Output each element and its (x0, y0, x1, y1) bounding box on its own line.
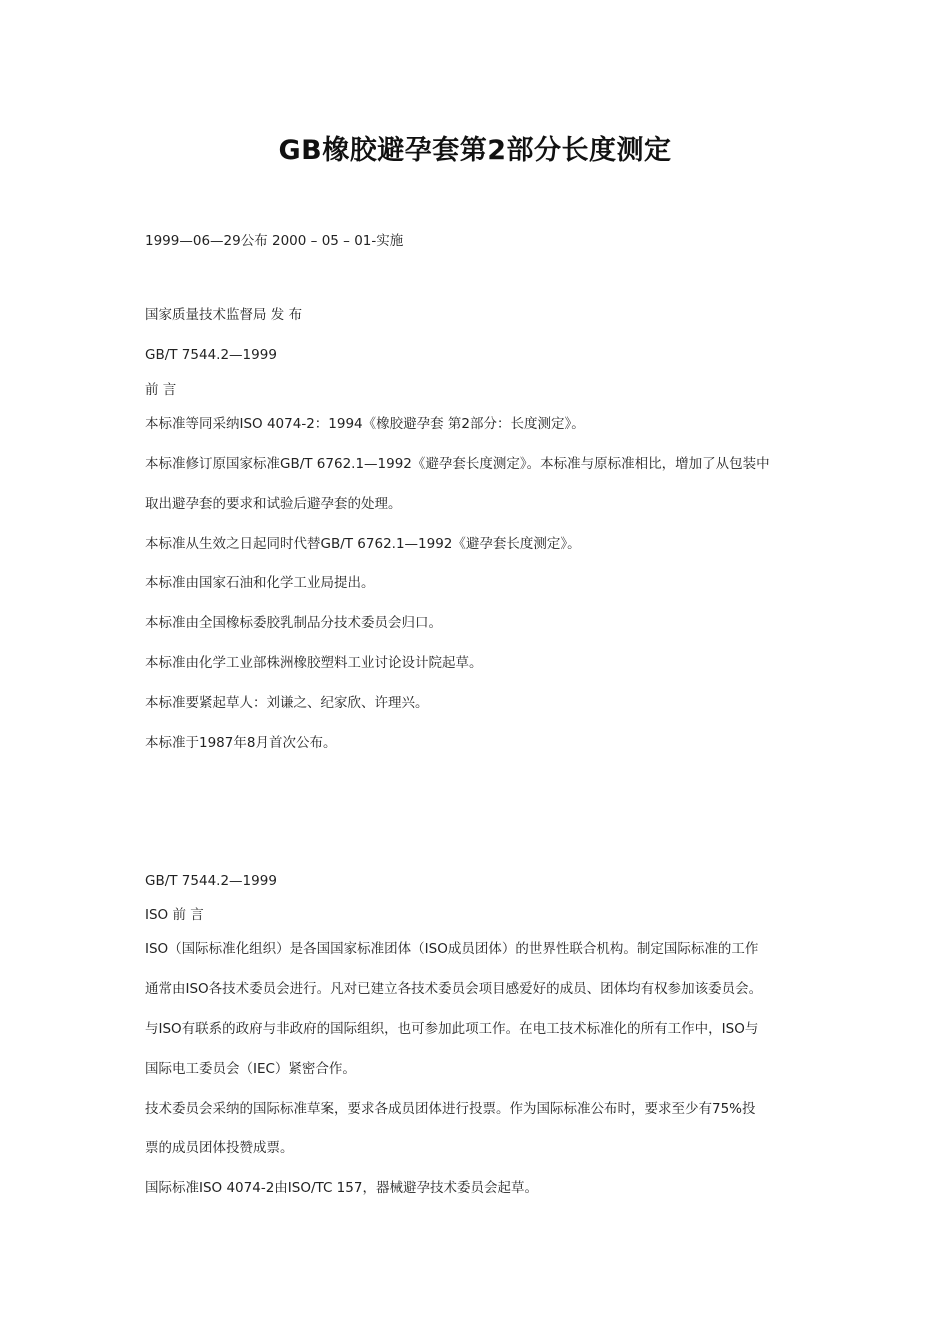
standard-number: GB/T 7544.2—1999 (145, 347, 277, 363)
publisher-line: 国家质量技术监督局 发 布 (145, 307, 303, 323)
paragraph-line: 通常由ISO各技术委员会进行。凡对已建立各技术委员会项目感爱好的成员、团体均有权参加该委员会。 (145, 981, 763, 997)
paragraph-line: 国际标准ISO 4074-2由ISO/TC 157，器械避孕技术委员会起草。 (145, 1180, 538, 1196)
section-heading-foreword: 前 言 (145, 382, 177, 398)
paragraph-line: 本标准等同采纳ISO 4074-2：1994《橡胶避孕套 第2部分：长度测定》。 (145, 416, 585, 432)
paragraph-line: 技术委员会采纳的国际标准草案，要求各成员团体进行投票。作为国际标准公布时，要求至少有75%投 (145, 1101, 756, 1117)
paragraph-line: 票的成员团体投赞成票。 (145, 1140, 294, 1156)
paragraph-line: 本标准于1987年8月首次公布。 (145, 735, 337, 751)
paragraph-line: 国际电工委员会（IEC）紧密合作。 (145, 1061, 356, 1077)
document-title: GB橡胶避孕套第2部分长度测定 (278, 135, 672, 166)
paragraph-line: ISO（国际标准化组织）是各国国家标准团体（ISO成员团体）的世界性联合机构。制定国际标准的工作 (145, 941, 759, 957)
dates-line: 1999—06—29公布 2000 – 05 – 01-实施 (145, 233, 404, 249)
paragraph-line: 本标准由国家石油和化学工业局提出。 (145, 575, 375, 591)
paragraph-line: 本标准修订原国家标准GB/T 6762.1—1992《避孕套长度测定》。本标准与原标准相比，增加了从包装中 (145, 456, 770, 472)
paragraph-line: 本标准从生效之日起同时代替GB/T 6762.1—1992《避孕套长度测定》。 (145, 536, 581, 552)
paragraph-line: 本标准要紧起草人：刘谦之、纪家欣、许理兴。 (145, 695, 429, 711)
paragraph-line: 与ISO有联系的政府与非政府的国际组织，也可参加此项工作。在电工技术标准化的所有工作中，ISO与 (145, 1021, 759, 1037)
paragraph-line: 本标准由全国橡标委胶乳制品分技术委员会归口。 (145, 615, 442, 631)
standard-number: GB/T 7544.2—1999 (145, 873, 277, 889)
paragraph-line: 本标准由化学工业部株洲橡胶塑料工业讨论设计院起草。 (145, 655, 483, 671)
paragraph-line: 取出避孕套的要求和试验后避孕套的处理。 (145, 496, 402, 512)
section-heading-iso-foreword: ISO 前 言 (145, 907, 204, 923)
